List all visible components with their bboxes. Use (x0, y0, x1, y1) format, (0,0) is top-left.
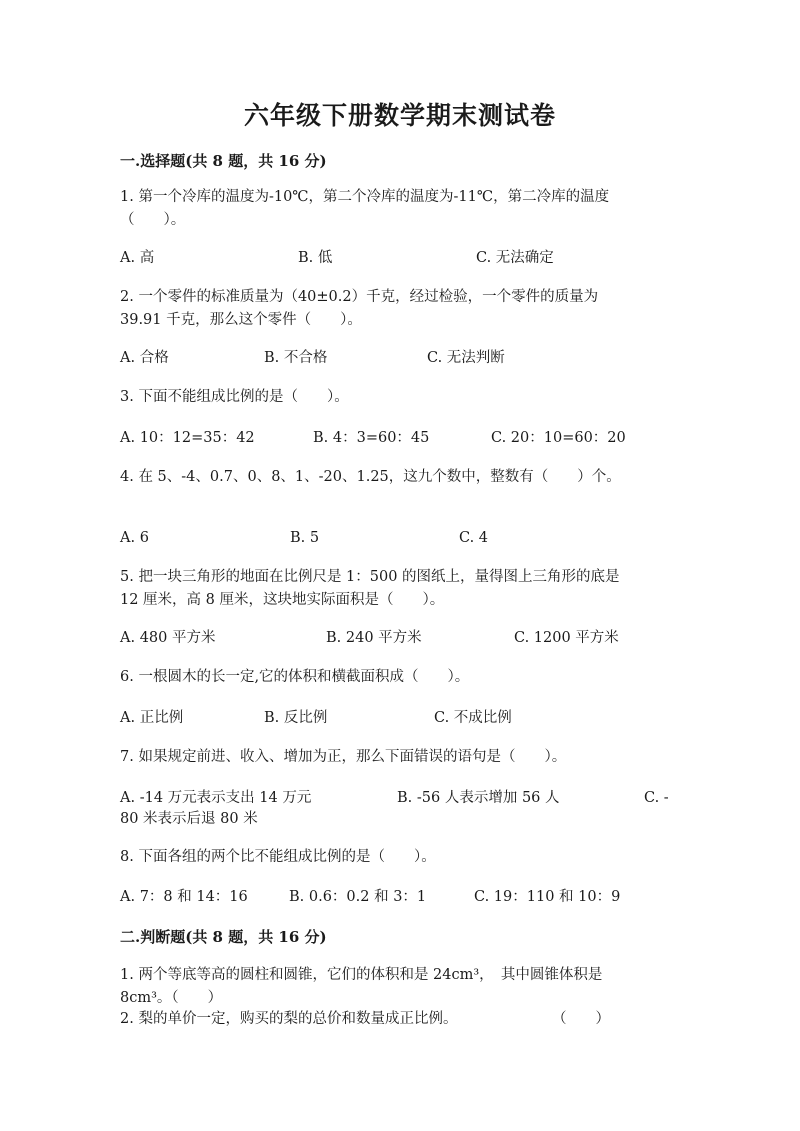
judgment-question-1 (120, 964, 680, 1010)
question-6-line-1: 6. 一根圆木的长一定,它的体积和横截面积成（ ）。 (120, 669, 470, 685)
option-6-a[interactable]: A. 正比例 (120, 710, 184, 726)
option-5-c[interactable]: C. 1200 平方米 (514, 630, 619, 646)
section-header-choice: 一.选择题(共 8 题，共 16 分) (120, 152, 327, 170)
question-1 (120, 186, 680, 232)
option-1-c[interactable]: C. 无法确定 (476, 250, 554, 266)
option-6-c[interactable]: C. 不成比例 (434, 710, 512, 726)
option-1-b[interactable]: B. 低 (298, 250, 333, 266)
question-5-line-2: 12 厘米，高 8 厘米，这块地实际面积是（ ）。 (120, 592, 445, 608)
option-1-a[interactable]: A. 高 (120, 250, 155, 266)
question-1-line-2: （ ）。 (120, 212, 186, 228)
option-4-a[interactable]: A. 6 (120, 530, 149, 546)
option-6-b[interactable]: B. 反比例 (264, 710, 328, 726)
question-3 (120, 386, 680, 409)
option-7-b[interactable]: B. -56 人表示增加 56 人 (397, 790, 560, 806)
question-4 (120, 466, 680, 489)
question-4-line-1: 4. 在 5、-4、0.7、0、8、1、-20、1.25，这九个数中，整数有（ ）个。 (120, 469, 621, 485)
option-4-b[interactable]: B. 5 (290, 530, 320, 546)
question-1-line-1: 1. 第一个冷库的温度为-10℃，第二个冷库的温度为-11℃，第二冷库的温度 (120, 189, 610, 205)
page-title: 六年级下册数学期末测试卷 (243, 101, 556, 130)
question-2-line-1: 2. 一个零件的标准质量为（40±0.2）千克，经过检验，一个零件的质量为 (120, 289, 599, 305)
judgment-question-2-answer-blank[interactable]: （ ） (552, 1011, 610, 1027)
judgment-question-2-text: 2. 梨的单价一定，购买的梨的总价和数量成正比例。 (120, 1011, 458, 1027)
judgment-question-1-line-2: 8cm³。（ ） (120, 990, 223, 1006)
option-3-b[interactable]: B. 4：3=60：45 (313, 430, 430, 446)
option-3-a[interactable]: A. 10：12=35：42 (120, 430, 255, 446)
judgment-question-1-line-1: 1. 两个等底等高的圆柱和圆锥，它们的体积和是 24cm³， 其中圆锥体积是 (120, 967, 603, 983)
question-3-line-1: 3. 下面不能组成比例的是（ ）。 (120, 389, 349, 405)
option-4-c[interactable]: C. 4 (459, 530, 489, 546)
option-7-c[interactable]: C. - (644, 790, 669, 806)
question-8 (120, 846, 680, 869)
option-2-c[interactable]: C. 无法判断 (427, 350, 505, 366)
question-8-line-1: 8. 下面各组的两个比不能组成比例的是（ ）。 (120, 849, 436, 865)
option-7-a[interactable]: A. -14 万元表示支出 14 万元 (120, 790, 312, 806)
question-7 (120, 746, 680, 769)
option-7-c-continued[interactable]: 80 米表示后退 80 米 (120, 811, 258, 827)
option-8-a[interactable]: A. 7：8 和 14：16 (120, 889, 248, 905)
option-2-a[interactable]: A. 合格 (120, 350, 169, 366)
section-header-judgment: 二.判断题(共 8 题，共 16 分) (120, 928, 327, 946)
option-5-b[interactable]: B. 240 平方米 (326, 630, 422, 646)
option-8-b[interactable]: B. 0.6：0.2 和 3：1 (289, 889, 427, 905)
option-3-c[interactable]: C. 20：10=60：20 (491, 430, 626, 446)
question-6 (120, 666, 680, 689)
question-7-line-1: 7. 如果规定前进、收入、增加为正，那么下面错误的语句是（ ）。 (120, 749, 567, 765)
option-8-c[interactable]: C. 19：110 和 10：9 (474, 889, 621, 905)
question-2-line-2: 39.91 千克，那么这个零件（ ）。 (120, 312, 362, 328)
question-5 (120, 566, 680, 612)
option-5-a[interactable]: A. 480 平方米 (120, 630, 216, 646)
question-2 (120, 286, 680, 332)
option-2-b[interactable]: B. 不合格 (264, 350, 328, 366)
question-5-line-1: 5. 把一块三角形的地面在比例尺是 1：500 的图纸上，量得图上三角形的底是 (120, 569, 620, 585)
